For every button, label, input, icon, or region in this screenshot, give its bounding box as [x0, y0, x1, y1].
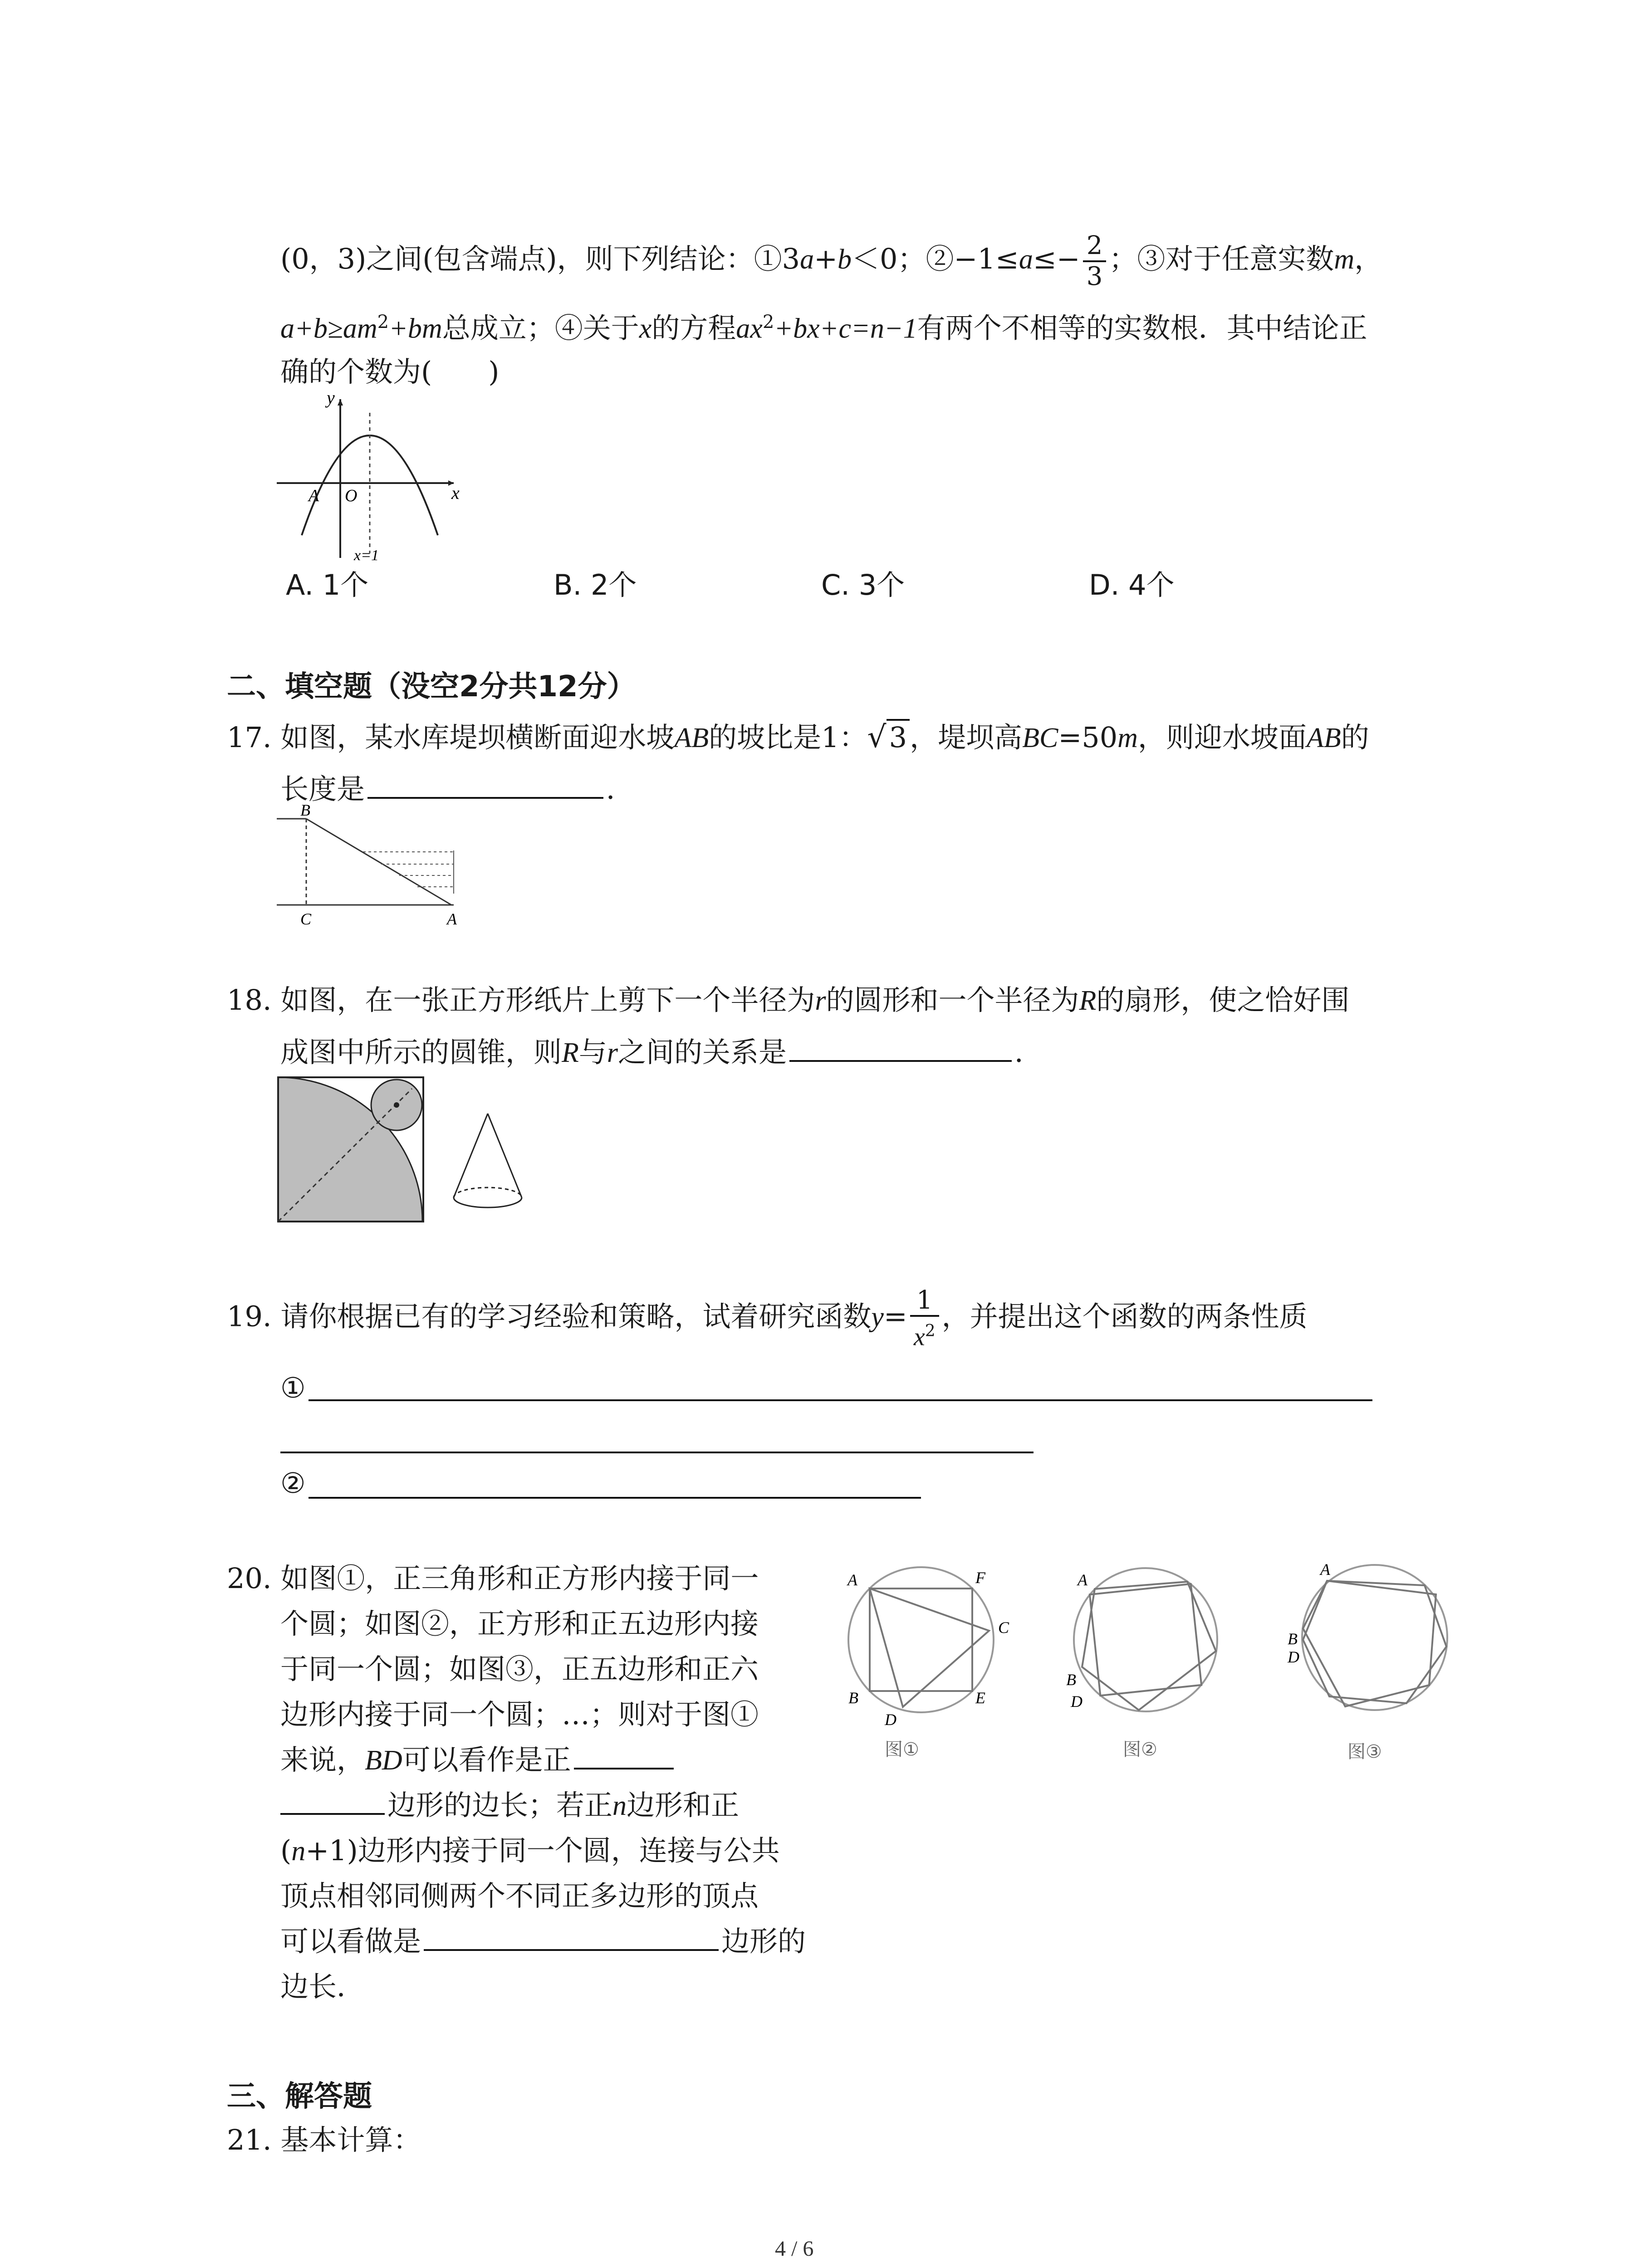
x-label: x	[451, 483, 460, 503]
symmetry-label: x=1	[354, 547, 379, 562]
sqrt-sign-icon: √	[867, 719, 887, 754]
fig3-caption: 图③	[1347, 1741, 1382, 1762]
cone-right-side	[488, 1114, 522, 1198]
q18-line2: 成图中所示的圆锥，则R与r之间的关系是 ．	[280, 1036, 1043, 1069]
label-b: B	[300, 803, 310, 819]
section-3-title: 三、解答题	[227, 2080, 372, 2113]
parabola-graph	[272, 390, 463, 562]
q17-answer-blank[interactable]	[367, 797, 603, 799]
q19-answer-line-1b[interactable]	[280, 1452, 1034, 1453]
fig1-label-e: E	[975, 1689, 985, 1707]
q19-mark-2: ②	[280, 1466, 306, 1500]
q20-line9: 可以看做是 边形的	[280, 1925, 806, 1958]
fig1-caption: 图①	[885, 1739, 919, 1760]
q20-blank-1a[interactable]	[574, 1768, 674, 1769]
fig3-label-b: B	[1288, 1630, 1298, 1648]
cone-left-side	[454, 1114, 488, 1198]
origin-label: O	[345, 486, 358, 505]
fig3-label-d: D	[1288, 1648, 1299, 1666]
y-axis-arrow-icon	[338, 399, 343, 406]
q20-line4: 边形内接于同一个圆；…；则对于图①	[280, 1698, 759, 1731]
q16-line2: $a+b\ge am^2+bm$总成立；④关于x的方程$ax^2+bx+c=n-1$有两个不相等的实数根．其中结论正	[280, 311, 1367, 345]
q20-line2: 个圆；如图②，正方形和正五边形内接	[280, 1607, 759, 1640]
q19-answer-line-1[interactable]	[309, 1399, 1372, 1401]
fig3-label-a: A	[1320, 1560, 1330, 1579]
q20-line3: 于同一个圆；如图③，正五边形和正六	[280, 1652, 759, 1686]
q18-answer-blank[interactable]	[789, 1060, 1012, 1062]
label-a: A	[447, 910, 457, 928]
fig2-label-a: A	[1078, 1571, 1087, 1589]
label-c: C	[300, 910, 312, 928]
option-d[interactable]: D. 4个	[1089, 568, 1175, 601]
fig2-label-b: B	[1066, 1671, 1076, 1689]
fraction-two-thirds: $\frac{2}{3}$	[1083, 231, 1107, 291]
fig2-label-d: D	[1071, 1692, 1083, 1711]
q20-blank-1b[interactable]	[280, 1813, 385, 1815]
q16-line3: 确的个数为( )	[280, 355, 500, 388]
page-number: 4 / 6	[775, 2237, 814, 2261]
option-b[interactable]: B. 2个	[554, 568, 637, 601]
option-a[interactable]: A. 1个	[286, 568, 369, 601]
q20-line5: 来说，BD可以看作是正	[280, 1737, 676, 1783]
option-c[interactable]: C. 3个	[821, 568, 905, 601]
fig1-label-a: A	[847, 1571, 857, 1589]
section-2-title: 二、填空题（没空2分共12分）	[227, 670, 636, 704]
fig1-label-f: F	[975, 1569, 985, 1587]
y-label: y	[327, 390, 335, 408]
point-a-label: A	[309, 486, 319, 505]
fig1-triangle	[870, 1589, 989, 1707]
q16-line1: (0，3)之间(包含端点)，则下列结论：①3a+b＜0；②−1≤a≤− $\frac{2}{3}$ ；③对于任意实数m，	[280, 231, 1383, 291]
q19-mark-1: ①	[280, 1371, 306, 1404]
q17-line1: 17. 如图，某水库堤坝横断面迎水坡AB的坡比是1：√3，堤坝高BC=50m，则迎水坡面AB的	[227, 719, 1369, 754]
square-sector-figure	[276, 1075, 430, 1225]
q20-blank-2[interactable]	[424, 1949, 719, 1951]
figure-2	[1057, 1554, 1230, 1767]
dam-figure	[272, 803, 463, 939]
figure-1	[835, 1554, 1016, 1767]
fraction-one-over-x2: $\frac{1}{x^2}$	[910, 1286, 939, 1352]
circle-center-dot	[394, 1102, 399, 1108]
fig2-square	[1090, 1584, 1201, 1696]
q20-line1: 20. 如图①，正三角形和正方形内接于同一	[227, 1562, 759, 1595]
cone-figure	[447, 1107, 538, 1216]
figure-3	[1279, 1547, 1461, 1769]
q21-line: 21. 基本计算：	[227, 2123, 421, 2156]
q20-line6: 边形的边长；若正n边形和正	[280, 1783, 739, 1828]
q20-line7: (n+1)边形内接于同一个圆，连接与公共	[280, 1834, 780, 1867]
fig1-label-c: C	[998, 1618, 1009, 1637]
fig3-hexagon	[1303, 1581, 1446, 1703]
fig1-square	[870, 1589, 972, 1691]
q19-line1: 19. 请你根据已有的学习经验和策略，试着研究函数y= $\frac{1}{x^2}$ ，并提出这个函数的两条性质	[227, 1286, 1308, 1351]
fig1-label-b: B	[848, 1689, 858, 1707]
fig1-label-d: D	[885, 1711, 896, 1729]
cone-base-back	[454, 1188, 522, 1198]
q20-line8: 顶点相邻同侧两个不同正多边形的顶点	[280, 1879, 759, 1912]
q20-line10: 边长．	[280, 1970, 365, 2003]
cone-base-front	[454, 1198, 522, 1207]
q18-line1: 18. 如图，在一张正方形纸片上剪下一个半径为r的圆形和一个半径为R的扇形，使之恰好围	[227, 983, 1350, 1017]
fig2-caption: 图②	[1123, 1739, 1157, 1760]
slope-ab	[306, 819, 451, 905]
q19-answer-line-2[interactable]	[309, 1497, 921, 1499]
q17-line2: 长度是 ．	[280, 772, 635, 806]
